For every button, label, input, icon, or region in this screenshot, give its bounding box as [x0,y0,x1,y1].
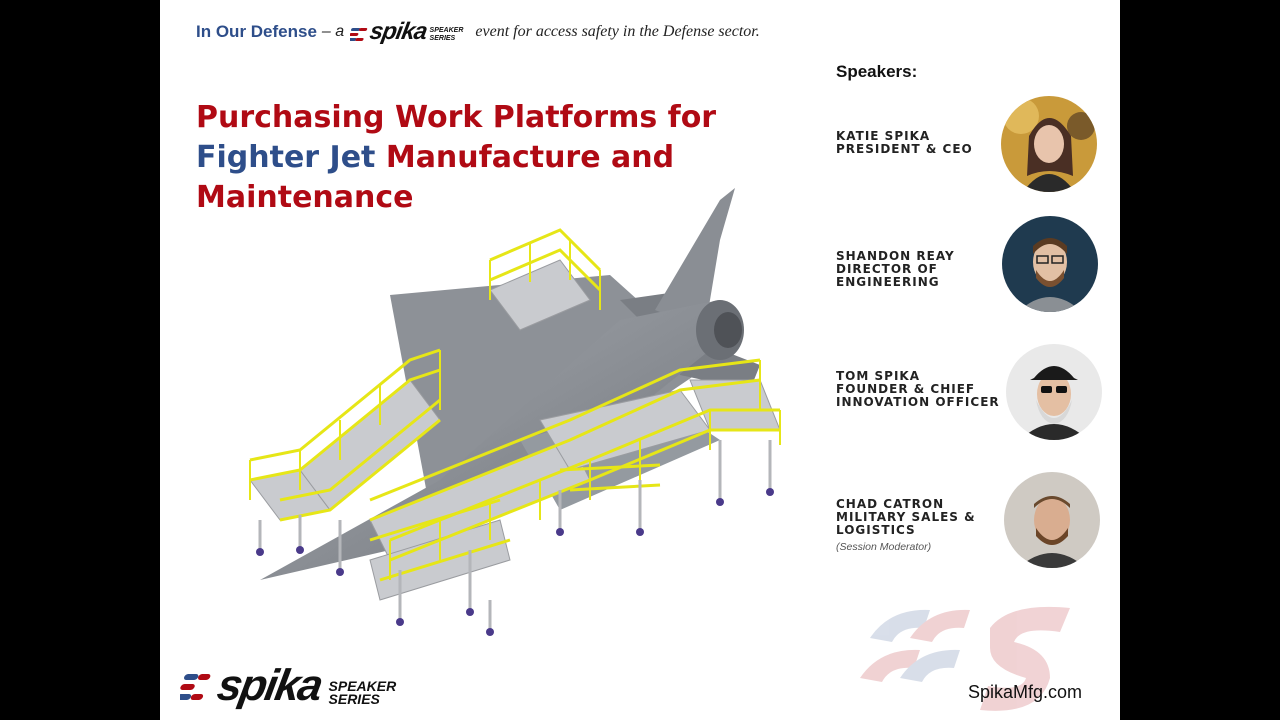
header-logo-word: spika [367,18,430,45]
header-logo-series: SPEAKER SERIES [429,27,464,42]
speaker-name-line: TOM SPIKA [836,369,920,383]
speaker-name [836,250,1006,289]
speaker-title-line: DIRECTOR OF [836,262,938,276]
speaker-name [836,130,1006,156]
speaker-title-line: FOUNDER & CHIEF [836,382,976,396]
footer-logo-series-2: SERIES [328,691,380,707]
title-line-3: Maintenance [196,180,414,215]
fighter-jet-platform-illustration [240,180,800,650]
title-line-2-rest: Manufacture and [375,140,675,175]
title-line-1: Purchasing Work Platforms for [196,100,717,135]
speaker-title-line: INNOVATION OFFICER [836,395,1000,409]
speaker-name [836,498,1006,554]
footer-spika-logo [180,661,397,710]
footer-website-link[interactable]: SpikaMfg.com [968,682,1083,702]
event-header [196,20,760,44]
speaker-photo-tom [1006,344,1102,440]
slide [160,0,1120,720]
speaker-photo-chad [1004,472,1100,568]
spika-stripes-icon [180,672,216,702]
spika-stripes-icon [350,27,370,43]
speakers-heading: Speakers: [836,62,918,81]
speaker-name-line: KATIE SPIKA [836,129,931,143]
footer-logo-word: spika [213,661,325,710]
event-dash: – a [321,23,345,40]
avatar [1006,344,1102,440]
footer-logo-series-1: SPEAKER [328,678,397,694]
event-brand: In Our Defense [196,22,317,41]
speaker-title-line: LOGISTICS [836,523,916,537]
event-description: event for access safety in the Defense sector. [475,23,760,40]
speaker-photo-shandon [1002,216,1098,312]
header-spika-logo [350,18,464,45]
avatar [1002,216,1098,312]
speaker-role-note: (Session Moderator) [836,541,932,553]
speaker-name [836,370,1006,409]
avatar [1004,472,1100,568]
title-fighter-jet: Fighter Jet [196,140,376,175]
speaker-title-line: PRESIDENT & CEO [836,142,973,156]
speaker-name-line: SHANDON REAY [836,249,955,263]
footer-logo-series [329,680,397,706]
speaker-photo-katie [1001,96,1097,192]
speaker-title-line: MILITARY SALES & [836,510,976,524]
speaker-title-line: ENGINEERING [836,275,940,289]
speaker-name-line: CHAD CATRON [836,497,945,511]
title-line-2 [196,138,796,178]
avatar [1001,96,1097,192]
